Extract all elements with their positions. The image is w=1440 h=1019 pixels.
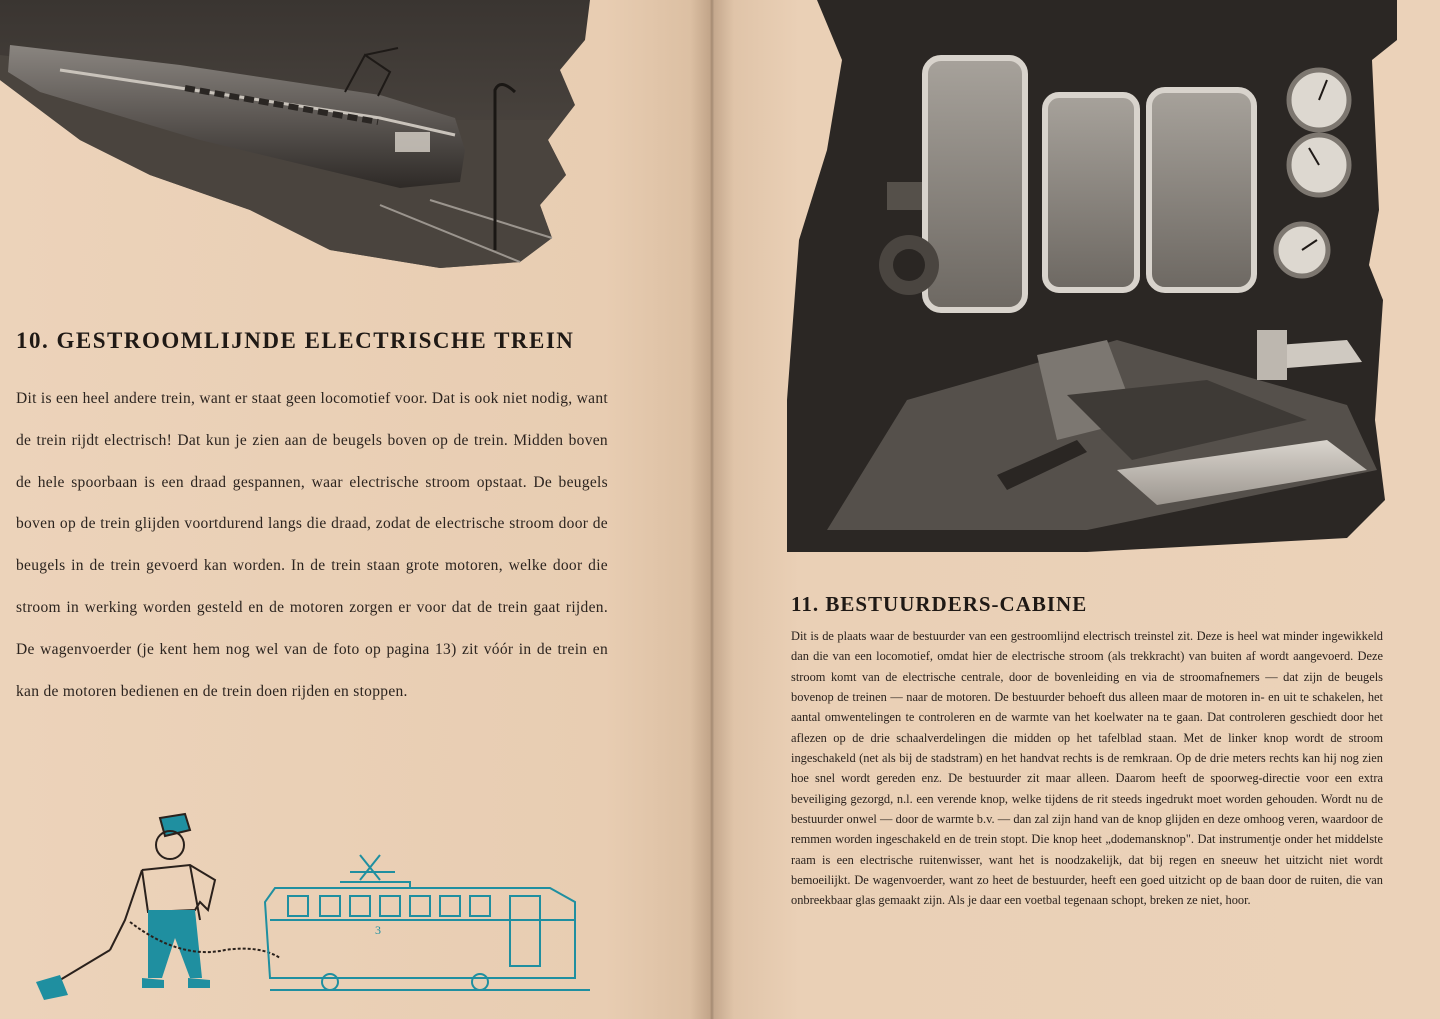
section-heading-11: 11. BESTUURDERS-CABINE: [791, 592, 1088, 616]
conductor-tram-illustration: [30, 810, 640, 1010]
section-body-11: Dit is de plaats waar de bestuurder van een gestroomlijnd electrisch treinstel zit. Deze is heel wat minder ingewikkeld dan die van een locomotief, omdat hier de electrische stroom (als trekkracht) van buiten af wordt aangevoerd. Deze stroom komt van de electrische centrale, door de bovenleiding en via de stroomafnemers — dat zijn de beugels bovenop de treinen — naar de motoren. De bestuurder behoeft dus alleen maar de motoren in- en uit te schakelen, het aantal omwentelingen te controleren en de warmte van het koelwater na te gaan. Dat controleren geschiedt door het aflezen op de drie schaalverdelingen die midden op het tafelblad staan. Met de linker knop wordt de stroom ingeschakeld (net als bij de stadstram) en het handvat rechts is de remkraan. Op de drie meters rechts kan hij nog zien hoe snel wordt gereden enz. De bestuurder zit maar alleen. Daarom heeft de spoorweg-directie voor een extra beveiliging gezorgd, n.l. een verende knop, welke tijdens de rit steeds ingedrukt moet worden gehouden. Wordt nu de bestuurder onwel — door de warmte b.v. — dan zal zijn hand van de knop glijden en deze omhoog veren, waardoor de remmen worden ingeschakeld en de trein stopt. Die knop heet „dodemansknop". Dat instrumentje onder het middelste raam is een electrische ruitenwisser, want het is noodzakelijk, dat bij regen en sneeuw het uitzicht niet wordt bemoeilijkt. De wagenvoerder, want zo heet de bestuurder, heeft een goed uitzicht op de baan door de ruiten, die van onbreekbaar glas gemaakt zijn. Als je daar een voetbal tegenaan schopt, breken ze niet, hoor.: [791, 629, 1383, 908]
train-photo: [0, 0, 590, 272]
section-heading-10: 10. GESTROOMLIJNDE ELECTRISCHE TREIN: [16, 328, 575, 353]
section-body-10: Dit is een heel andere trein, want er staat geen locomotief voor. Dat is ook niet nodig, want de trein rijdt electrisch! Dat kun je zien aan de beugels boven op de trein. Midden boven de hele spoorbaan is een draad gespannen, waar electrische stroom opstaat. De beugels boven op de trein glijden voortdurend langs die draad, zodat de electrische stroom door de beugels in de trein gevoerd kan worden. In de trein staan grote motoren, welke door die stroom in werking worden gesteld en de motoren zorgen er voor dat de trein gaat rijden. De wagenvoerder (je kent hem nog wel van de foto op pagina 13) zit vóór in de trein en kan de motoren bedienen en de trein doen rijden en stoppen.: [16, 390, 608, 700]
book-gutter: [690, 0, 734, 1019]
left-page: [0, 0, 712, 1019]
cabin-photo: [787, 0, 1397, 555]
tram-number: 3: [375, 923, 381, 937]
